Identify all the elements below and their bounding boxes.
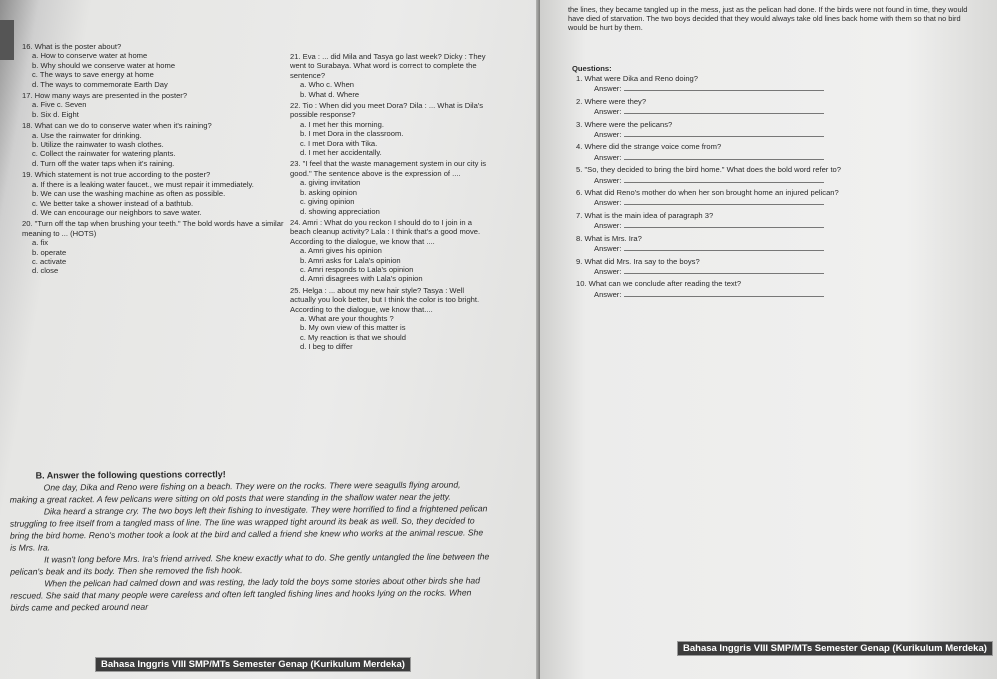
comprehension-question: [576, 120, 976, 140]
answer-option: d. close: [32, 266, 59, 276]
answer-option: b. My own view of this matter is: [300, 323, 406, 333]
answer-line: [576, 175, 976, 185]
question-item: [22, 219, 284, 275]
answer-label: Answer:: [594, 266, 624, 276]
answer-option: a. If there is a leaking water faucet., we must repair it immediately.: [32, 179, 254, 189]
question-text: 25. Helga : ... about my new hair style? Tasya : Well actually you look better, but I think the color is too bright. According to the dialogue, we know that....: [290, 285, 480, 314]
answer-option: c. The ways to save energy at home: [32, 70, 154, 80]
question-item: [290, 286, 490, 352]
answer-blank[interactable]: [624, 220, 824, 228]
answer-option: d. showing appreciation: [300, 206, 380, 216]
answer-label: Answer:: [594, 107, 624, 117]
answer-option: c. giving opinion: [300, 197, 355, 207]
answer-option: c. I met Dora with Tika.: [300, 138, 378, 148]
question-text: 6. What did Reno's mother do when her son brought home an injured pelican?: [576, 188, 839, 198]
answer-option: a. Amri gives his opinion: [300, 246, 382, 256]
answer-option: a. fix: [32, 238, 49, 248]
question-item: [22, 170, 284, 217]
comprehension-question: [576, 97, 976, 117]
answer-label: Answer:: [594, 289, 624, 299]
answer-option: d. I beg to differ: [300, 342, 353, 352]
answer-option: d. The ways to commemorate Earth Day: [32, 79, 168, 89]
comprehension-question: [576, 257, 976, 277]
answer-option: a. Use the rainwater for drinking.: [32, 130, 142, 140]
footer-banner-right: Bahasa Inggris VIII SMP/MTs Semester Genap (Kurikulum Merdeka): [677, 641, 993, 656]
question-text: 8. What is Mrs. Ira?: [576, 233, 642, 243]
answer-option: b. Amri asks for Lala's opinion: [300, 255, 401, 265]
question-text: 3. Where were the pelicans?: [576, 119, 673, 129]
page-stain: [0, 20, 14, 60]
answer-label: Answer:: [594, 221, 624, 231]
answer-blank[interactable]: [624, 266, 824, 274]
answer-line: [576, 129, 976, 139]
passage-paragraph-3: It wasn't long before Mrs. Ira's friend arrived. She knew exactly what to do. She gently untangled the line between the pelican's beak and its body. Then she removed the fish hook.: [10, 551, 490, 577]
answer-option: c. My reaction is that we should: [300, 332, 406, 342]
answer-label: Answer:: [594, 198, 624, 208]
answer-blank[interactable]: [624, 175, 824, 183]
answer-label: Answer:: [594, 84, 624, 94]
comprehension-question: [576, 188, 976, 208]
question-item: [290, 159, 490, 215]
answer-option: b. We can use the washing machine as often as possible.: [32, 189, 226, 199]
answer-option: a. giving invitation: [300, 178, 361, 188]
question-text: 23. "I feel that the waste management system in our city is good." The sentence above is the expression of ....: [290, 159, 487, 178]
passage-continuation: the lines, they became tangled up in the mess, just as the pelican had done. If the birds were not found in time, they would have died of starvation. The two boys decided that they would always take old lines back home with them so that no bird would be hurt by them.: [568, 5, 968, 32]
answer-blank[interactable]: [624, 197, 824, 205]
question-text: 21. Eva : ... did Mila and Tasya go last week? Dicky : They went to Surabaya. What word is correct to complete the sentence?: [290, 52, 486, 80]
comprehension-question: [576, 74, 976, 94]
answer-option: a. I met her this morning.: [300, 119, 384, 129]
comprehension-question: [576, 211, 976, 231]
answer-label: Answer:: [594, 152, 624, 162]
question-text: 17. How many ways are presented in the poster?: [22, 91, 188, 101]
question-text: 4. Where did the strange voice come from?: [576, 142, 722, 152]
question-item: [22, 121, 284, 168]
question-text: 10. What can we conclude after reading the text?: [576, 279, 742, 289]
question-item: [290, 101, 490, 157]
question-item: [22, 91, 284, 119]
question-text: 2. Where were they?: [576, 96, 647, 106]
answer-option: a. Who c. When: [300, 80, 355, 90]
question-text: 24. Amri : What do you reckon I should do to I join in a beach cleanup activity? Lala : I think that's a good move. According to the dialogue, we know that ....: [290, 217, 481, 246]
answer-label: Answer:: [594, 175, 624, 185]
section-heading: B. Answer the following questions correctly!: [35, 469, 226, 481]
answer-blank[interactable]: [624, 152, 824, 160]
answer-option: a. What are your thoughts ?: [300, 313, 394, 323]
question-text: 5. "So, they decided to bring the bird home." What does the bold word refer to?: [576, 165, 841, 175]
comprehension-question: [576, 165, 976, 185]
answer-option: b. What d. Where: [300, 89, 360, 99]
answer-option: d. Amri disagrees with Lala's opinion: [300, 274, 423, 284]
answer-label: Answer:: [594, 130, 624, 140]
comprehension-question: [576, 279, 976, 299]
question-text: 7. What is the main idea of paragraph 3?: [576, 210, 714, 220]
answer-option: c. Amri responds to Lala's opinion: [300, 264, 414, 274]
question-text: 20. "Turn off the tap when brushing your teeth." The bold words have a similar meaning to ... (HOTS): [22, 219, 284, 238]
answer-option: b. asking opinion: [300, 187, 357, 197]
right-page: [540, 0, 997, 679]
question-text: 22. Tio : When did you meet Dora? Dila : ... What is Dila's possible response?: [290, 101, 484, 120]
passage-paragraph-2: Dika heard a strange cry. The two boys left their fishing to investigate. They were horrified to find a frightened pelican struggling to free itself from a tangled mass of line. The line was wrapped tight around its beak as well. So, they decided to bring the bird home. Reno's mother took a look at the bird and called a friend she knew who works at the animal rescue. She is Mrs. Ira.: [9, 503, 488, 553]
answer-label: Answer:: [594, 244, 624, 254]
answer-blank[interactable]: [624, 106, 824, 114]
answer-option: b. operate: [32, 247, 67, 257]
question-item: [22, 42, 284, 89]
comprehension-question: [576, 234, 976, 254]
answer-option: a. How to conserve water at home: [32, 51, 148, 61]
answer-line: [576, 289, 976, 299]
footer-banner-left: Bahasa Inggris VIII SMP/MTs Semester Genap (Kurikulum Merdeka): [95, 657, 411, 672]
question-text: 9. What did Mrs. Ira say to the boys?: [576, 256, 700, 266]
question-item: [290, 218, 490, 284]
reading-passage: [10, 466, 491, 613]
answer-line: [576, 220, 976, 230]
questions-column-2: [290, 52, 490, 354]
answer-line: [576, 243, 976, 253]
answer-option: c. We better take a shower instead of a bathtub.: [32, 198, 194, 208]
passage-paragraph-1: One day, Dika and Reno were fishing on a beach. They were on the rocks. There were seagulls flying around, making a great racket. A few pelicans were sitting on old posts that were standing in the shallow water near the jetty.: [9, 479, 461, 505]
question-text: 19. Which statement is not true according to the poster?: [22, 170, 211, 180]
answer-option: b. Utilize the rainwater to wash clothes.: [32, 140, 164, 150]
questions-column-1: [22, 42, 284, 278]
answer-option: c. activate: [32, 256, 67, 266]
answer-option: b. I met Dora in the classroom.: [300, 129, 404, 139]
question-item: [290, 52, 490, 99]
answer-line: [576, 83, 976, 93]
comprehension-question: [576, 142, 976, 162]
answer-blank[interactable]: [624, 289, 824, 297]
comprehension-questions: [576, 74, 976, 302]
answer-option: d. We can encourage our neighbors to save water.: [32, 207, 202, 217]
answer-option: d. I met her accidentally.: [300, 148, 382, 158]
question-text: 1. What were Dika and Reno doing?: [576, 74, 698, 83]
answer-blank[interactable]: [624, 129, 824, 137]
answer-line: [576, 266, 976, 276]
answer-option: b. Why should we conserve water at home: [32, 60, 176, 70]
answer-line: [576, 106, 976, 116]
answer-blank[interactable]: [624, 243, 824, 251]
answer-option: b. Six d. Eight: [32, 109, 79, 119]
answer-line: [576, 152, 976, 162]
answer-blank[interactable]: [624, 83, 824, 91]
answer-option: a. Five c. Seven: [32, 100, 87, 110]
question-text: 16. What is the poster about?: [22, 42, 122, 51]
questions-title: Questions:: [572, 64, 612, 73]
answer-option: c. Collect the rainwater for watering plants.: [32, 149, 176, 159]
question-text: 18. What can we do to conserve water when it's raining?: [22, 121, 212, 131]
answer-line: [576, 197, 976, 207]
passage-paragraph-4: When the pelican had calmed down and was resting, the lady told the boys some stories about other birds she had rescued. She said that many people were careless and often left tangled fishing lines and hooks lying on the rocks. When birds came and pecked around near: [10, 575, 481, 613]
answer-option: d. Turn off the water taps when it's raining.: [32, 158, 175, 168]
